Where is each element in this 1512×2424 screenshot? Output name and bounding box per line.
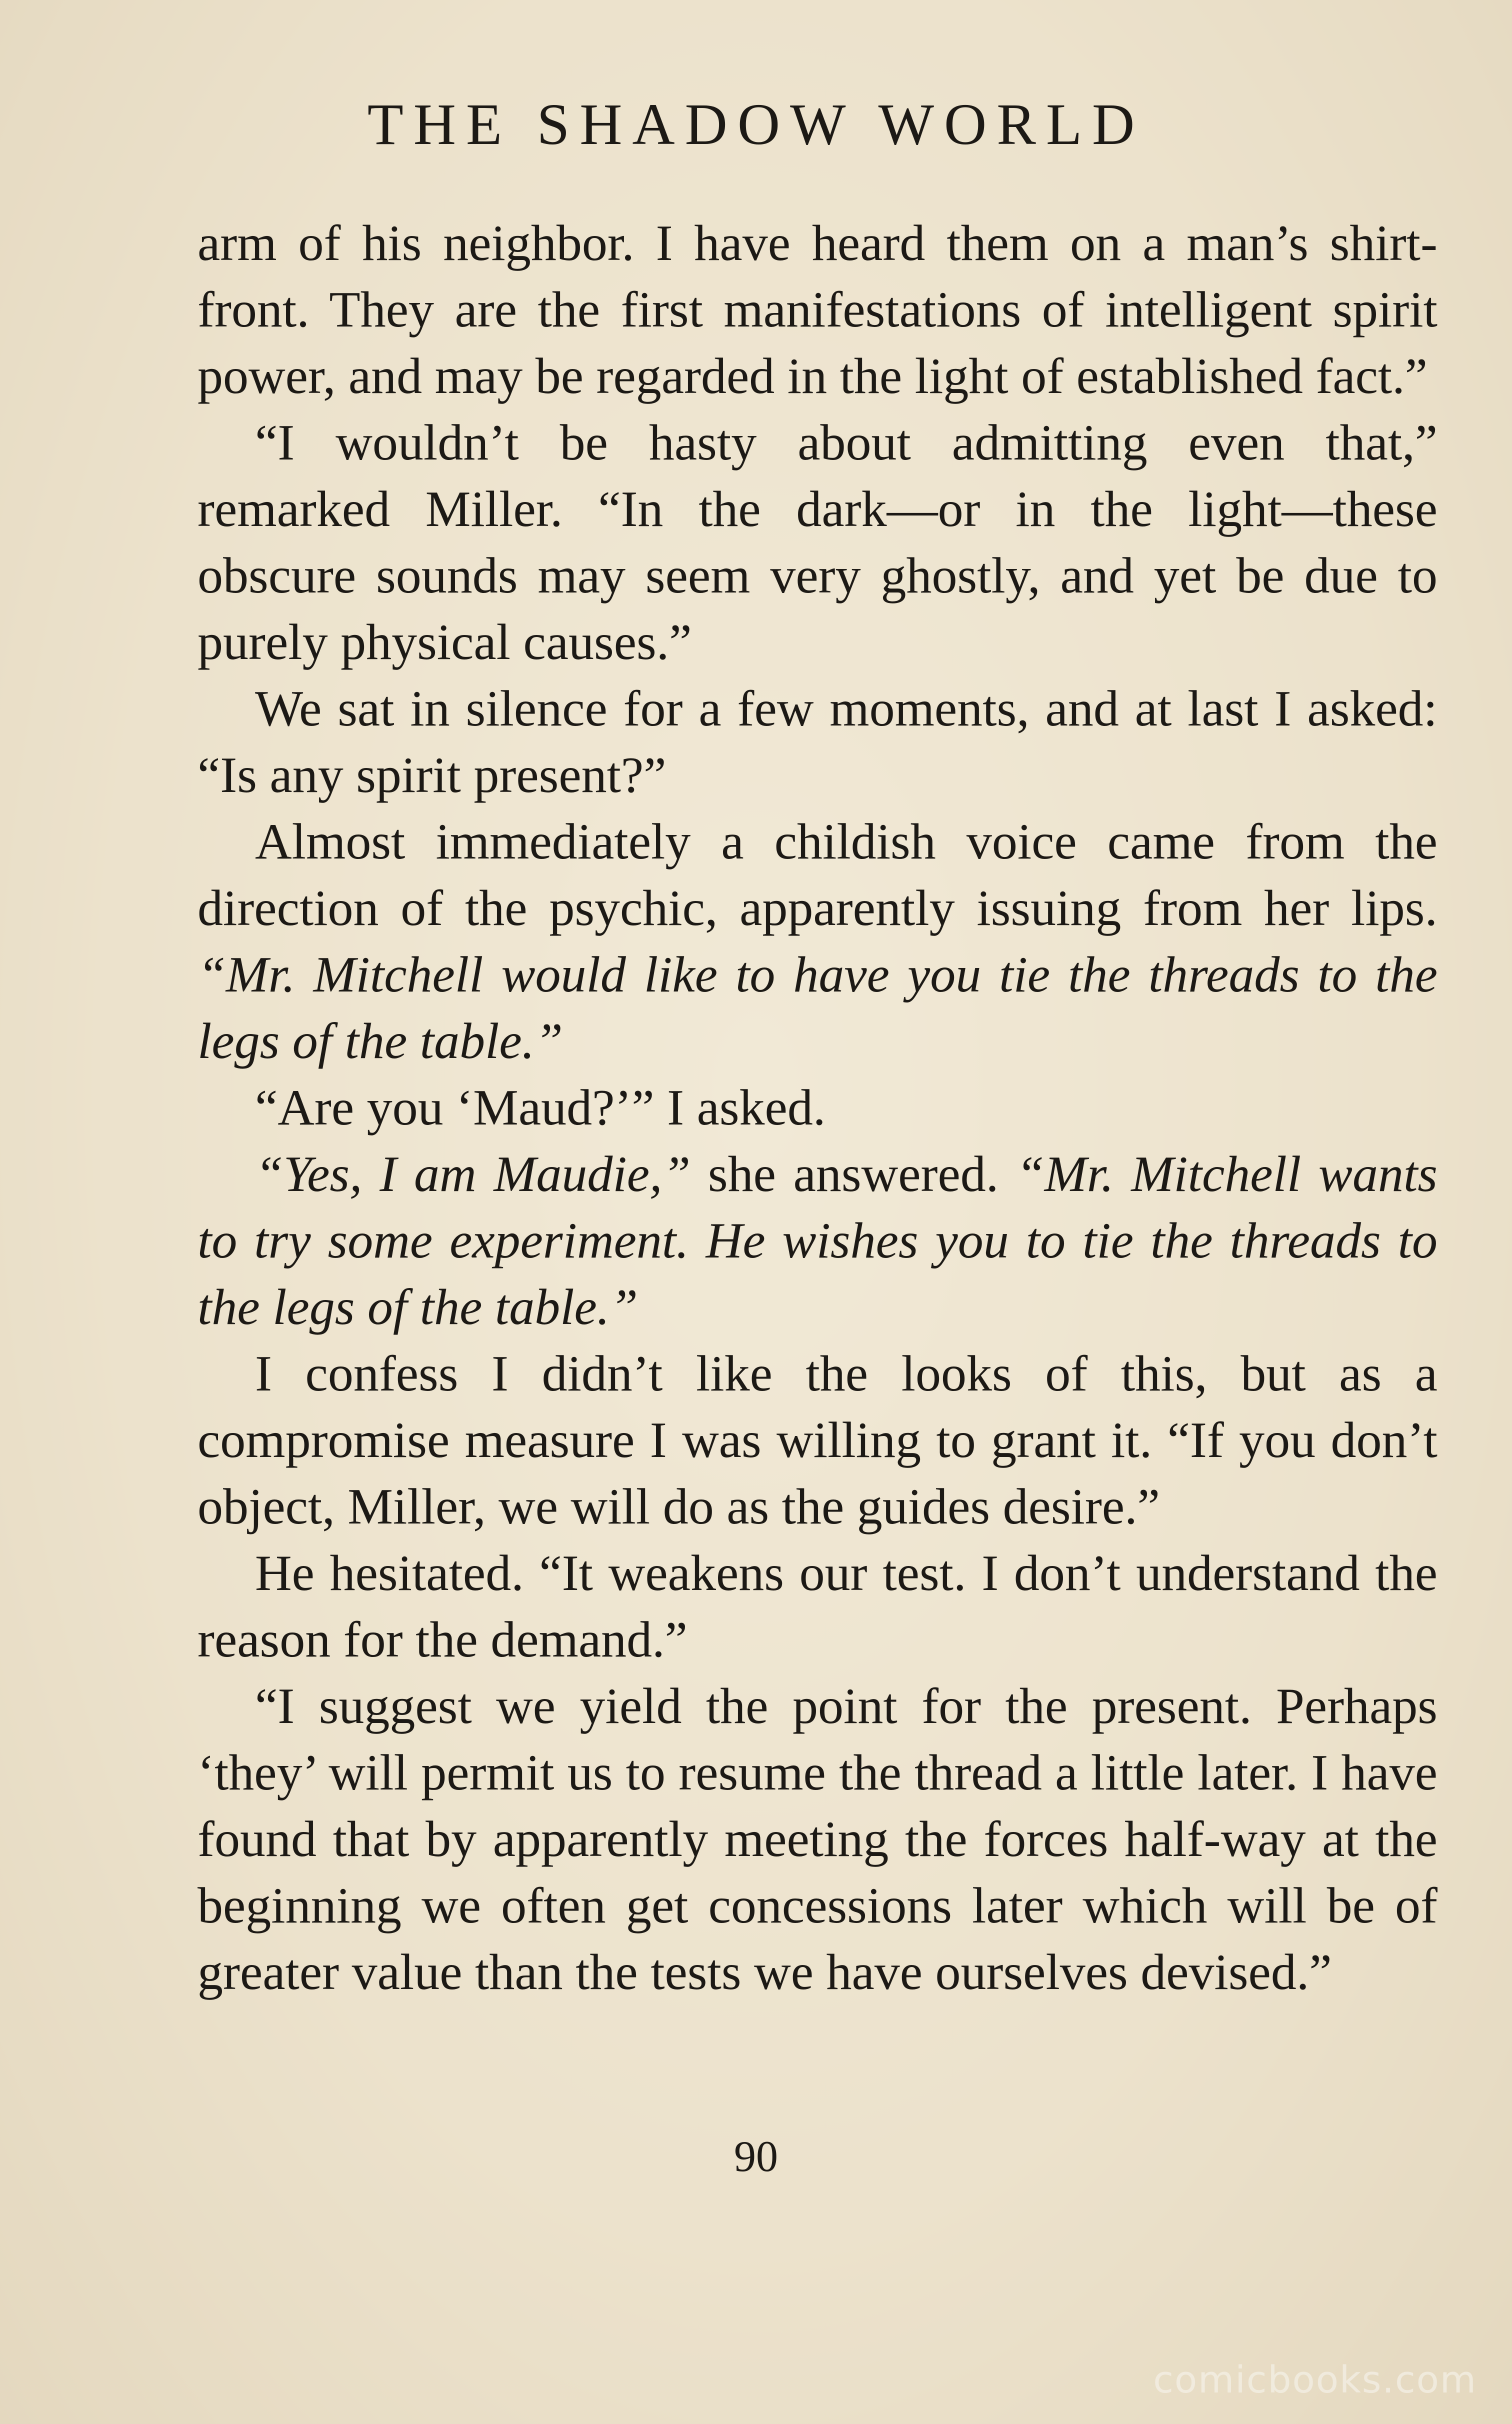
paragraph	[198, 1141, 1438, 1340]
text-run: I confess I didn’t like the looks of this, but as a compromise measure I was willing to grant it. “If you don’t object, Miller, we will do as the guides desire.”	[198, 1346, 1438, 1535]
paragraph	[198, 410, 1438, 676]
paragraph	[198, 210, 1438, 410]
text-run: He hesitated. “It weakens our test. I don’t understand the reason for the demand.”	[198, 1545, 1438, 1668]
watermark: comicbooks.com	[1153, 2358, 1477, 2402]
text-run: “I suggest we yield the point for the present. Perhaps ‘they’ will permit us to resume the thread a little later. I have found that by apparently meeting the forces half-way at the beginning we often get concessions later which will be of greater value than the tests we have ourselves devised.”	[198, 1678, 1438, 2000]
text-run: arm of his neighbor. I have heard them on a man’s shirt-front. They are the first manifestations of intelligent spirit power, and may be regarded in the light of established fact.”	[198, 215, 1438, 404]
italic-text-run: “Yes, I am Maudie,”	[255, 1146, 691, 1202]
page-number: 90	[734, 2132, 778, 2181]
paragraph	[198, 1540, 1438, 1673]
text-run: “I wouldn’t be hasty about admitting even that,” remarked Miller. “In the dark—or in the light—these obscure sounds may seem very ghostly, and yet be due to purely physical causes.”	[198, 414, 1438, 670]
text-run: Almost immediately a childish voice came from the direction of the psychic, apparently issuing from her lips.	[198, 814, 1438, 936]
running-header: THE SHADOW WORLD	[367, 92, 1145, 157]
text-run: We sat in silence for a few moments, and at last I asked: “Is any spirit present?”	[198, 680, 1438, 804]
italic-text-run: “Mr. Mitchell would like to have you tie the threads to the legs of the table.”	[198, 946, 1438, 1070]
paragraph	[198, 676, 1438, 808]
paragraph	[198, 1340, 1438, 1540]
paragraph	[198, 1074, 1438, 1141]
body-text	[198, 210, 1438, 2006]
text-run: “Are you ‘Maud?’” I asked.	[255, 1080, 826, 1136]
text-run: she answered.	[690, 1146, 1016, 1202]
paragraph	[198, 1673, 1438, 2006]
italic-text-run: “Mr. Mitchell wants to try some experiment. He wishes you to tie the threads to the legs of the table.”	[198, 1146, 1438, 1336]
paragraph	[198, 808, 1438, 1074]
